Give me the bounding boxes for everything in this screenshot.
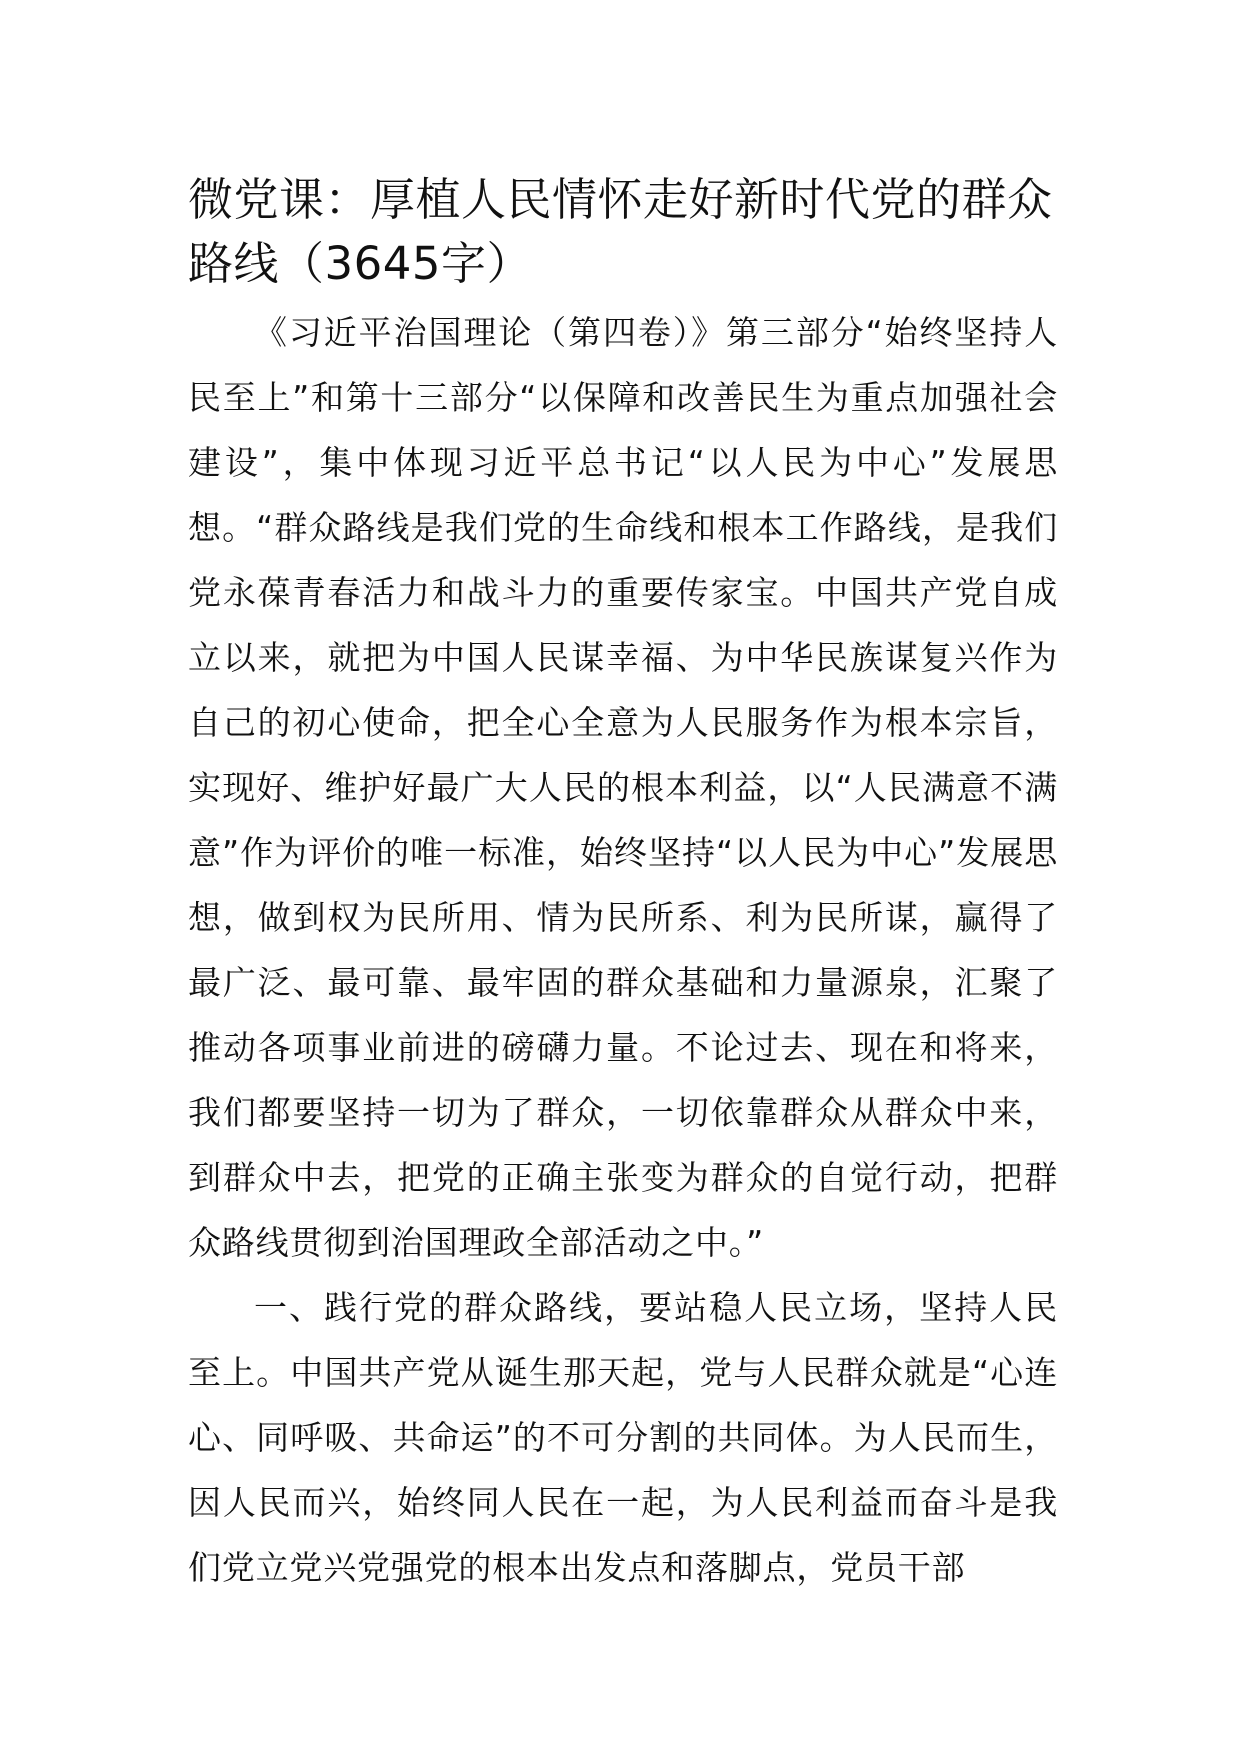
document-content [188, 168, 1058, 1600]
section-body: 中国共产党从诞生那天起，党与人民群众就是“心连心、同呼吸、共命运”的不可分割的共同体。为人民而生，因人民而兴，始终同人民在一起，为人民利益而奋斗是我们党立党兴党强党的根本出发点和落脚点，党员干部 [188, 1353, 1059, 1587]
intro-paragraph: 《习近平治国理论（第四卷）》第三部分“始终坚持人民至上”和第十三部分“以保障和改善民生为重点加强社会建设”，集中体现习近平总书记“以人民为中心”发展思想。“群众路线是我们党的生命线和根本工作路线，是我们党永葆青春活力和战斗力的重要传家宝。中国共产党自成立以来，就把为中国人民谋幸福、为中华民族谋复兴作为自己的初心使命，把全心全意为人民服务作为根本宗旨，实现好、维护好最广大人民的根本利益，以“人民满意不满意”作为评价的唯一标准，始终坚持“以人民为中心”发展思想，做到权为民所用、情为民所系、利为民所谋，赢得了最广泛、最可靠、最牢固的群众基础和力量源泉，汇聚了推动各项事业前进的磅礴力量。不论过去、现在和将来，我们都要坚持一切为了群众，一切依靠群众从群众中来，到群众中去，把党的正确主张变为群众的自觉行动，把群众路线贯彻到治国理政全部活动之中。” [188, 313, 1058, 1262]
section-paragraph [188, 1275, 1058, 1600]
section-heading: 一、践行党的群众路线，要站稳人民立场，坚持人民至上。 [188, 1288, 1058, 1392]
document-title: 微党课：厚植人民情怀走好新时代党的群众路线（3645字） [188, 173, 1053, 290]
